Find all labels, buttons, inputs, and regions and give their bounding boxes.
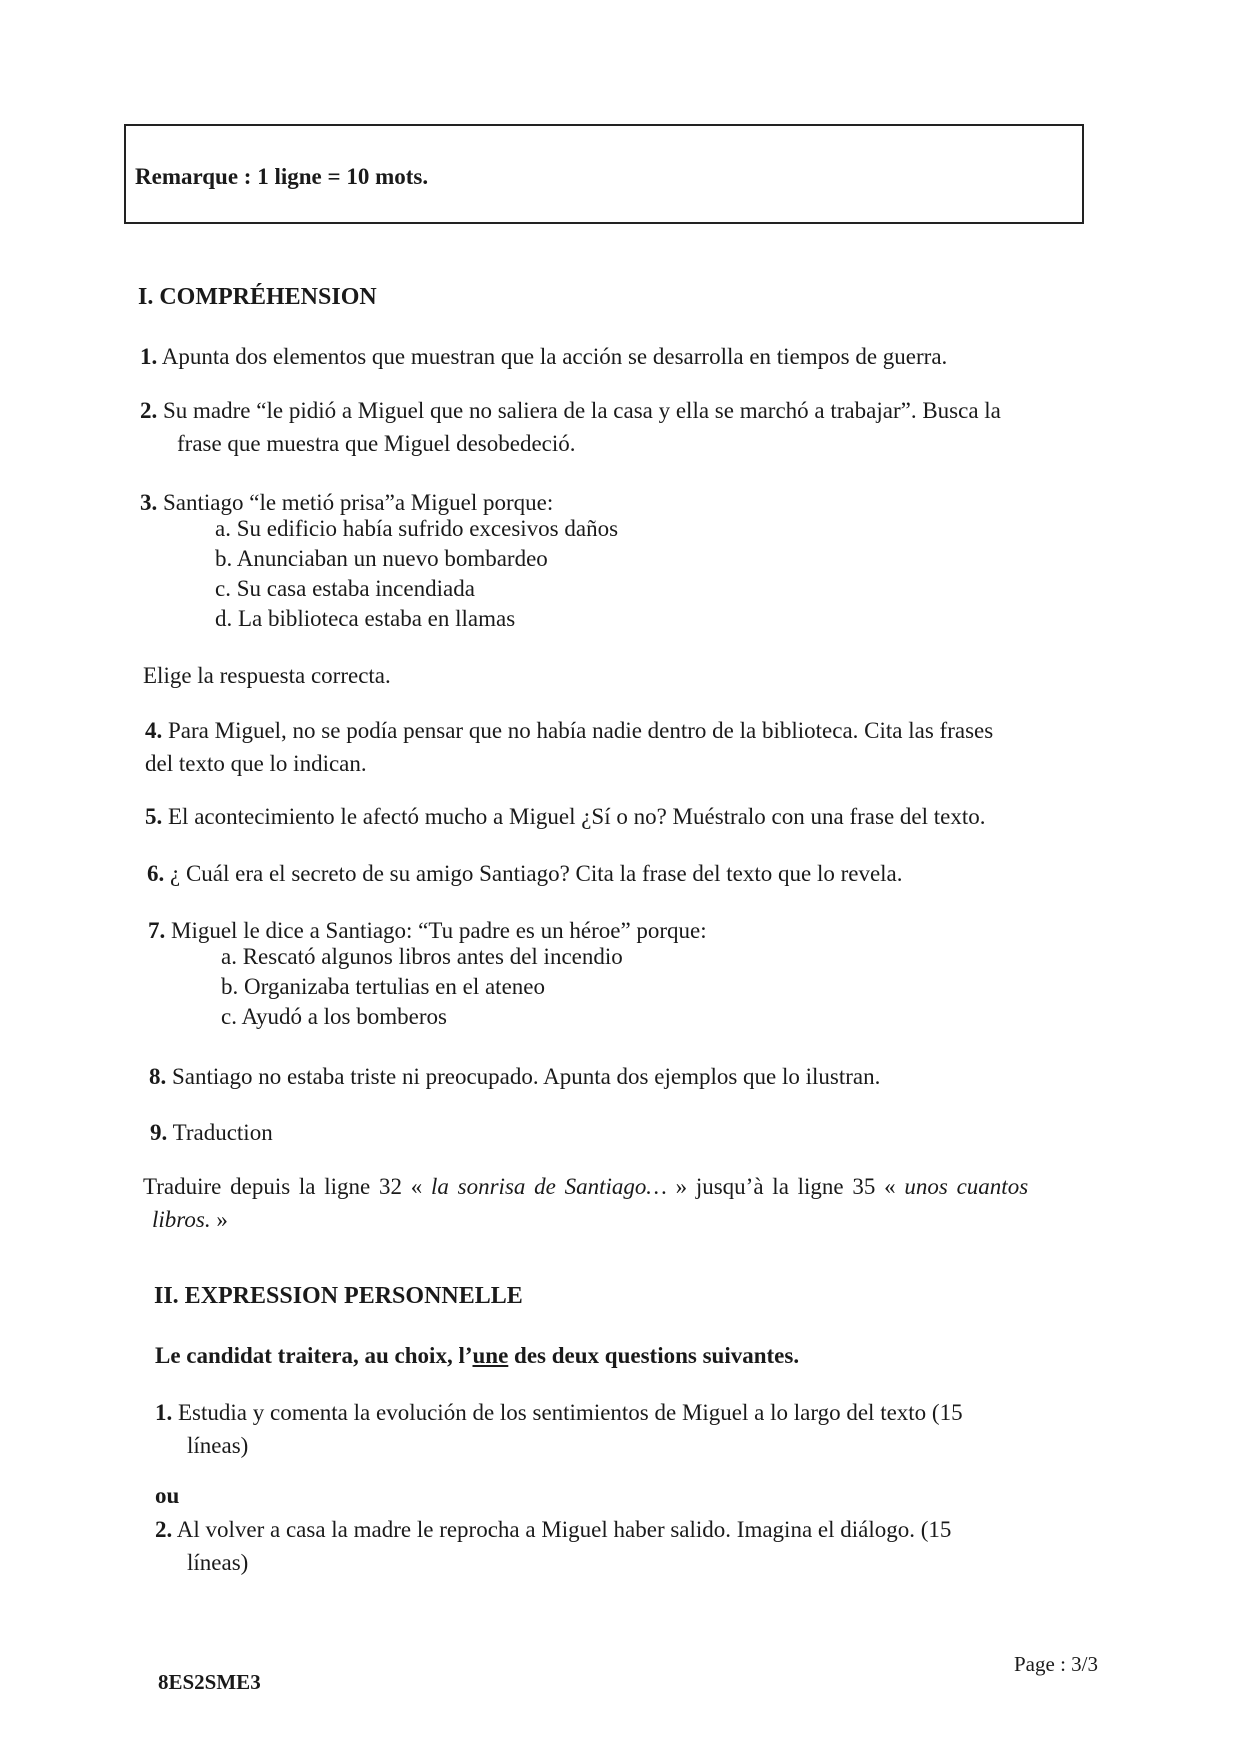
- question-9: [150, 1116, 273, 1149]
- question-number: 2.: [140, 398, 158, 423]
- question-number: 8.: [149, 1064, 167, 1089]
- question-1: [140, 340, 947, 373]
- question-text: Santiago “le metió prisa”a Miguel porque:: [163, 490, 554, 515]
- question-text-line1: Al volver a casa la madre le reprocha a Miguel haber salido. Imagina el diálogo. (15: [176, 1517, 952, 1542]
- remark-text: Remarque : 1 ligne = 10 mots.: [135, 164, 429, 189]
- question-8: [149, 1060, 880, 1093]
- question-2: [140, 394, 1001, 427]
- section-title-expression: II. EXPRESSION PERSONNELLE: [154, 1283, 523, 1309]
- translation-instruction: [143, 1170, 1089, 1203]
- question-text: Traduction: [172, 1120, 273, 1145]
- footer-code: 8ES2SME3: [158, 1670, 261, 1694]
- option-3a: a. Su edificio había sufrido excesivos daños: [215, 516, 619, 541]
- option-7c: c. Ayudó a los bomberos: [221, 1004, 447, 1029]
- question-number: 1.: [155, 1400, 173, 1425]
- translation-middle: » jusqu’à la ligne 35 «: [675, 1174, 896, 1199]
- option-7b: b. Organizaba tertulias en el ateneo: [221, 974, 545, 999]
- question-text-line1: Para Miguel, no se podía pensar que no había nadie dentro de la biblioteca. Cita las frases: [168, 718, 994, 743]
- question-number: 6.: [147, 861, 165, 886]
- question-number: 9.: [150, 1120, 168, 1145]
- question-text-line1: Estudia y comenta la evolución de los sentimientos de Miguel a lo largo del texto (15: [178, 1400, 963, 1425]
- translation-quote-start: la sonrisa de Santiago…: [431, 1174, 667, 1199]
- question-2-line2: frase que muestra que Miguel desobedeció.: [177, 431, 576, 456]
- question-3-instruction: Elige la respuesta correcta.: [143, 663, 391, 688]
- question-number: 1.: [140, 344, 158, 369]
- question-5: [145, 800, 986, 833]
- or-separator: ou: [155, 1483, 180, 1508]
- question-number: 7.: [148, 918, 166, 943]
- question-4: [145, 714, 993, 747]
- instruction-une: une: [472, 1343, 509, 1368]
- instruction-post: des deux questions suivantes.: [508, 1343, 800, 1368]
- question-text: Santiago no estaba triste ni preocupado. Apunta dos ejemplos que lo ilustran.: [172, 1064, 881, 1089]
- translation-quote-end: unos cuantos: [904, 1174, 1029, 1199]
- question-number: 4.: [145, 718, 163, 743]
- option-3b: b. Anunciaban un nuevo bombardeo: [215, 546, 548, 571]
- question-text: Apunta dos elementos que muestran que la acción se desarrolla en tiempos de guerra.: [161, 344, 948, 369]
- question-text: El acontecimiento le afectó mucho a Miguel ¿Sí o no? Muéstralo con una frase del texto.: [168, 804, 986, 829]
- expression-question-2: [155, 1513, 951, 1546]
- question-number: 3.: [140, 490, 158, 515]
- question-6: [147, 857, 903, 890]
- expression-question-1-line2: líneas): [187, 1433, 249, 1458]
- translation-prefix: Traduire depuis la ligne 32 «: [143, 1174, 423, 1199]
- translation-quote-end-cont: libros.: [152, 1207, 211, 1232]
- page-number: Page : 3/3: [1014, 1652, 1098, 1676]
- option-7a: a. Rescató algunos libros antes del incendio: [221, 944, 623, 969]
- question-text: Miguel le dice a Santiago: “Tu padre es un héroe” porque:: [171, 918, 707, 943]
- section-title-comprehension: I. COMPRÉHENSION: [138, 284, 377, 310]
- translation-suffix: »: [216, 1207, 228, 1232]
- option-3c: c. Su casa estaba incendiada: [215, 576, 475, 601]
- translation-instruction-line2: [152, 1203, 228, 1236]
- option-3d: d. La biblioteca estaba en llamas: [215, 606, 516, 631]
- question-text: ¿ Cuál era el secreto de su amigo Santiago? Cita la frase del texto que lo revela.: [170, 861, 903, 886]
- question-4-line2: del texto que lo indican.: [145, 751, 367, 776]
- expression-question-1: [155, 1396, 963, 1429]
- instruction-pre: Le candidat traitera, au choix, l’: [155, 1343, 473, 1368]
- expression-question-2-line2: líneas): [187, 1550, 249, 1575]
- question-text-line1: Su madre “le pidió a Miguel que no saliera de la casa y ella se marchó a trabajar”. Busca la: [163, 398, 1001, 423]
- section2-instruction: [155, 1339, 799, 1372]
- question-number: 2.: [155, 1517, 173, 1542]
- question-number: 5.: [145, 804, 163, 829]
